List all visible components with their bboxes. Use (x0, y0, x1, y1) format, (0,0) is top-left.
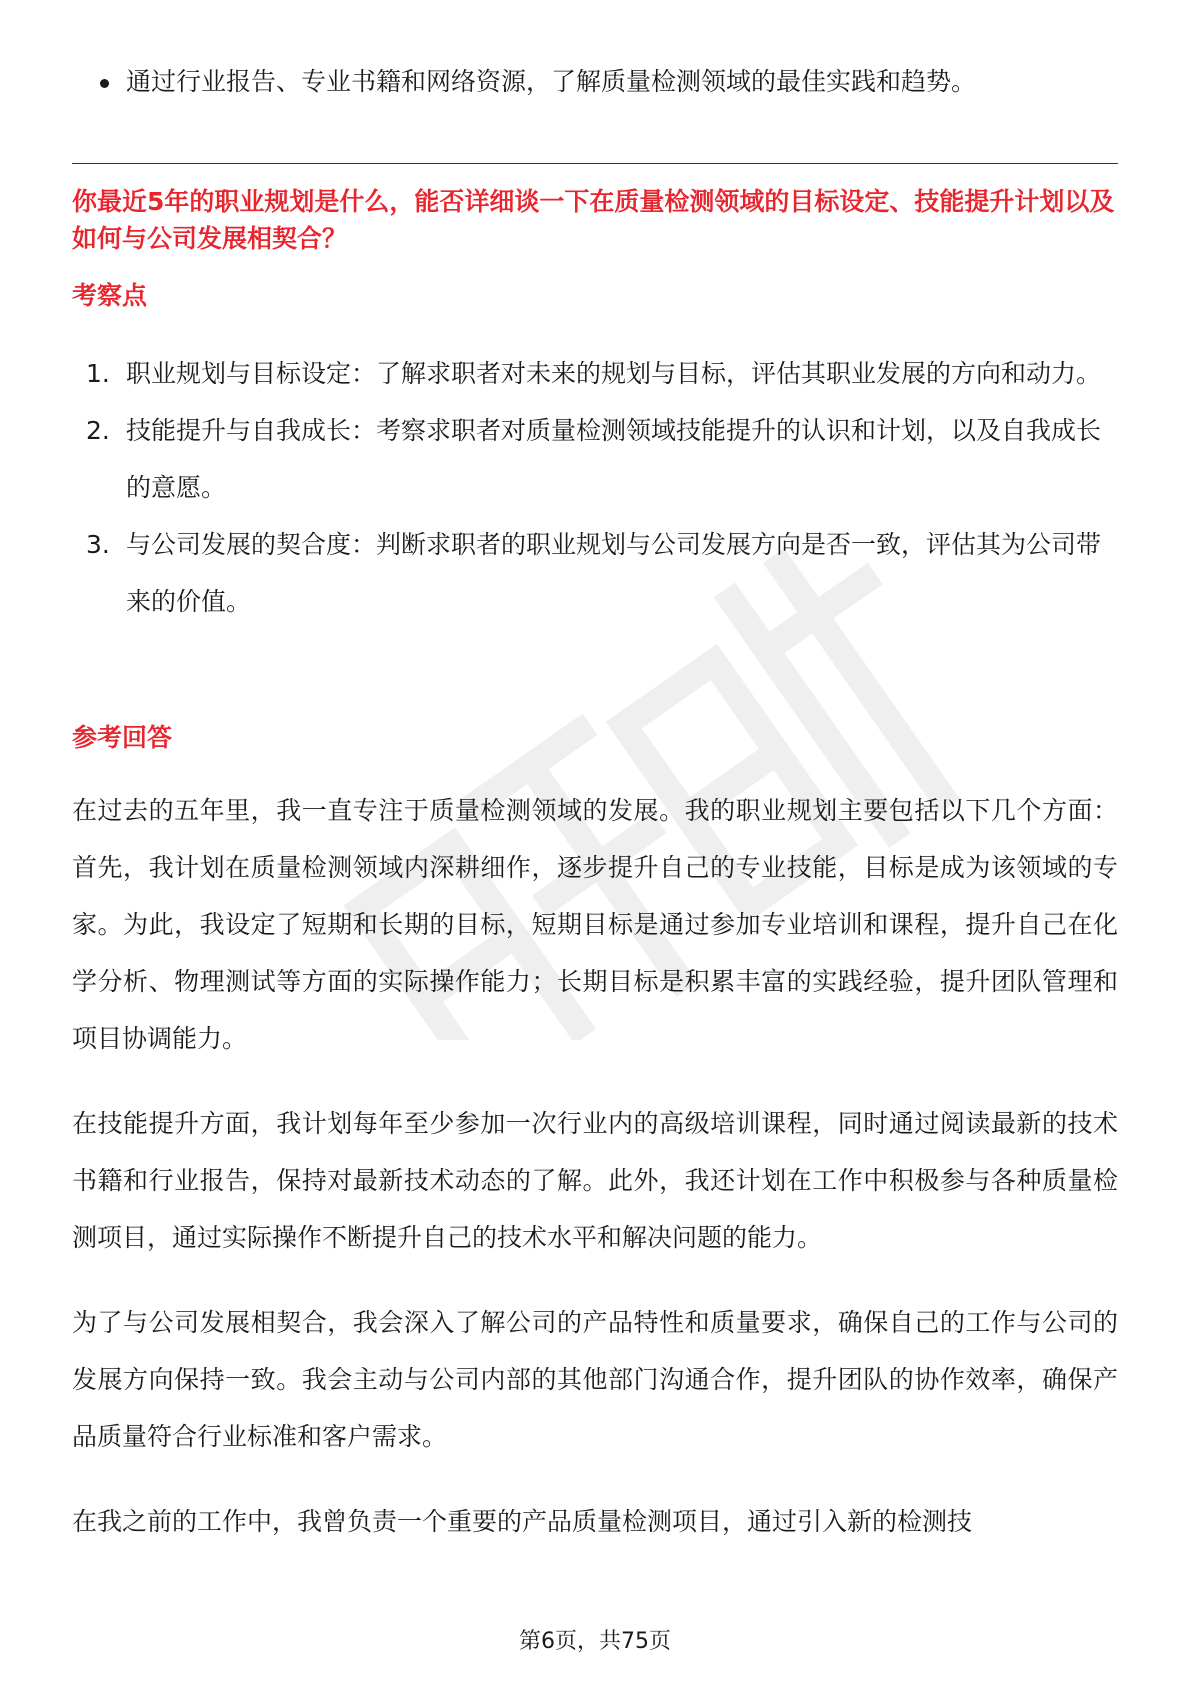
list-item (72, 516, 1118, 630)
bullet-dot-icon (100, 79, 109, 88)
bullet-text: 通过行业报告、专业书籍和网络资源，了解质量检测领域的最佳实践和趋势。 (126, 67, 977, 96)
section-divider (72, 163, 1118, 164)
list-number: 2. (86, 416, 110, 445)
list-item (72, 62, 1118, 102)
answer-paragraph: 在过去的五年里，我一直专注于质量检测领域的发展。我的职业规划主要包括以下几个方面：首先，我计划在质量检测领域内深耕细作，逐步提升自己的专业技能，目标是成为该领域的专家。为此，我设定了短期和长期的目标，短期目标是通过参加专业培训和课程，提升自己在化学分析、物理测试等方面的实际操作能力；长期目标是积累丰富的实践经验，提升团队管理和项目协调能力。 (72, 796, 1118, 1053)
point-text: 职业规划与目标设定：了解求职者对未来的规划与目标，评估其职业发展的方向和动力。 (126, 359, 1102, 388)
list-number: 1. (86, 359, 110, 388)
document-page (72, 0, 1118, 1684)
answer-paragraph: 为了与公司发展相契合，我会深入了解公司的产品特性和质量要求，确保自己的工作与公司的发展方向保持一致。我会主动与公司内部的其他部门沟通合作，提升团队的协作效率，确保产品质量符合行业标准和客户需求。 (72, 1308, 1118, 1451)
point-text: 技能提升与自我成长：考察求职者对质量检测领域技能提升的认识和计划，以及自我成长的意愿。 (126, 416, 1102, 502)
points-heading: 考察点 (72, 281, 148, 310)
answer-paragraph: 在技能提升方面，我计划每年至少参加一次行业内的高级培训课程，同时通过阅读最新的技术书籍和行业报告，保持对最新技术动态的了解。此外，我还计划在工作中积极参与各种质量检测项目，通过实际操作不断提升自己的技术水平和解决问题的能力。 (72, 1109, 1118, 1252)
answer-heading: 参考回答 (72, 723, 173, 752)
list-number: 3. (86, 530, 110, 559)
question-title: 你最近5年的职业规划是什么，能否详细谈一下在质量检测领域的目标设定、技能提升计划以及如何与公司发展相契合？ (72, 187, 1115, 253)
answer-paragraph: 在我之前的工作中，我曾负责一个重要的产品质量检测项目，通过引入新的检测技 (72, 1507, 973, 1536)
page-footer: 第6页，共75页 (519, 1629, 671, 1654)
points-list (72, 345, 1118, 630)
point-text: 与公司发展的契合度：判断求职者的职业规划与公司发展方向是否一致，评估其为公司带来的价值。 (126, 530, 1102, 616)
answer-body (72, 782, 1118, 1578)
list-item (72, 345, 1118, 402)
bullet-list (72, 62, 1118, 102)
list-item (72, 402, 1118, 516)
